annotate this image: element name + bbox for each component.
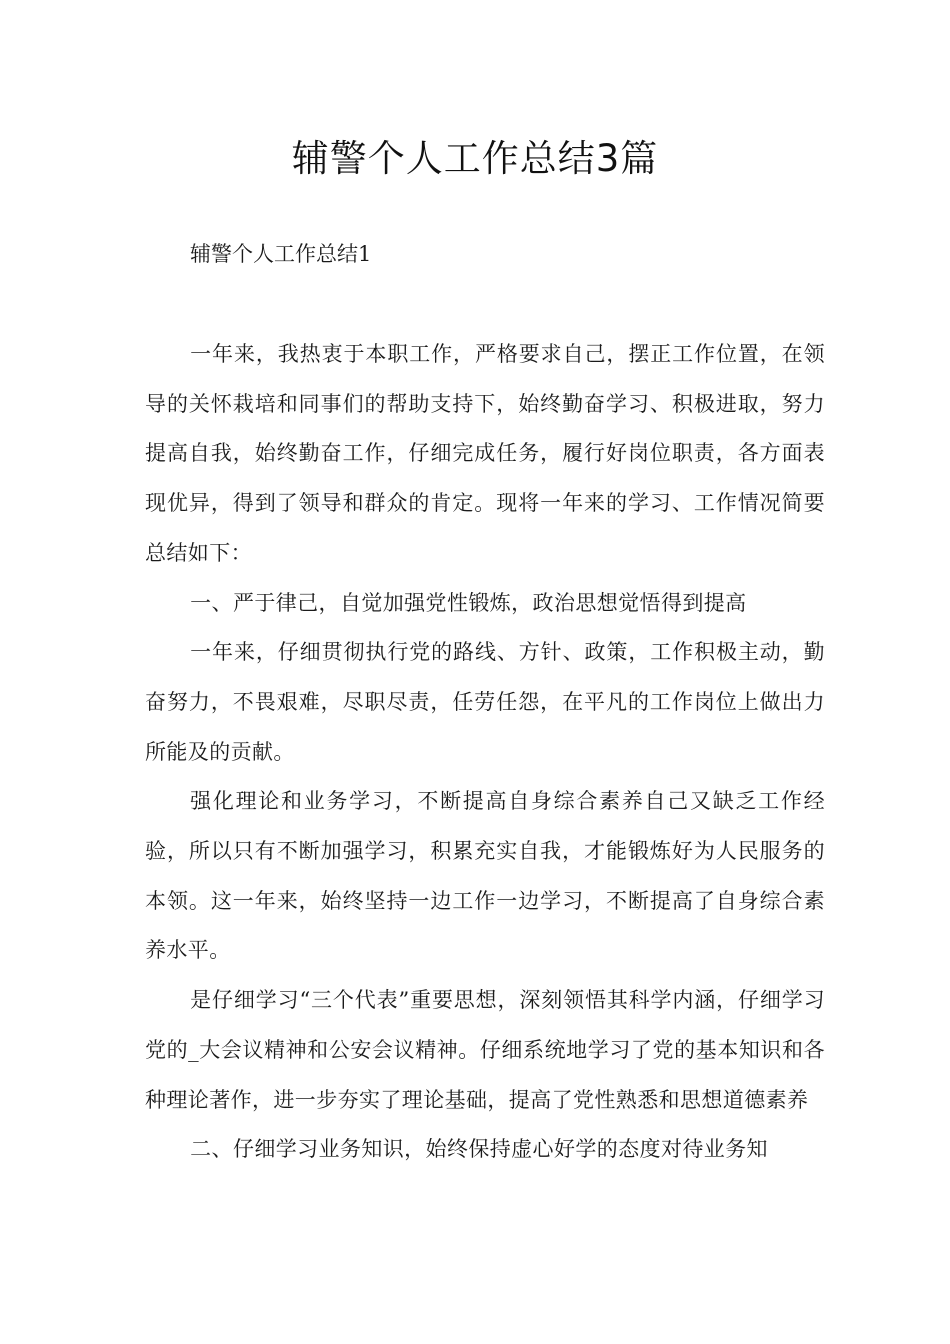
paragraph-study: 强化理论和业务学习，不断提高自身综合素养自己又缺乏工作经验，所以只有不断加强学习，积累充实自我，才能锻炼好为人民服务的本领。这一年来，始终坚持一边工作一边学习，不断提高了自身综合素养水平。 (145, 789, 825, 963)
document-title: 辅警个人工作总结3篇 (291, 137, 659, 180)
document-body (145, 330, 825, 1175)
paragraph-party-work: 一年来，仔细贯彻执行党的路线、方针、政策，工作积极主动，勤奋努力，不畏艰难，尽职尽责，任劳任怨，在平凡的工作岗位上做出力所能及的贡献。 (145, 640, 825, 764)
section-heading: 辅警个人工作总结1 (190, 242, 372, 266)
paragraph-heading-two: 二、仔细学习业务知识，始终保持虚心好学的态度对待业务知 (190, 1137, 768, 1162)
paragraph-intro: 一年来，我热衷于本职工作，严格要求自己，摆正工作位置，在领导的关怀栽培和同事们的帮助支持下，始终勤奋学习、积极进取，努力提高自我，始终勤奋工作，仔细完成任务，履行好岗位职责，各方面表现优异，得到了领导和群众的肯定。现将一年来的学习、工作情况简要总结如下： (145, 342, 825, 565)
paragraph-heading-one: 一、严于律己，自觉加强党性锻炼，政治思想觉悟得到提高 (190, 590, 747, 615)
paragraph-theory: 是仔细学习“三个代表”重要思想，深刻领悟其科学内涵，仔细学习党的_大会议精神和公安会议精神。仔细系统地学习了党的基本知识和各种理论著作，进一步夯实了理论基础，提高了党性熟悉和思想道德素养 (145, 988, 825, 1112)
